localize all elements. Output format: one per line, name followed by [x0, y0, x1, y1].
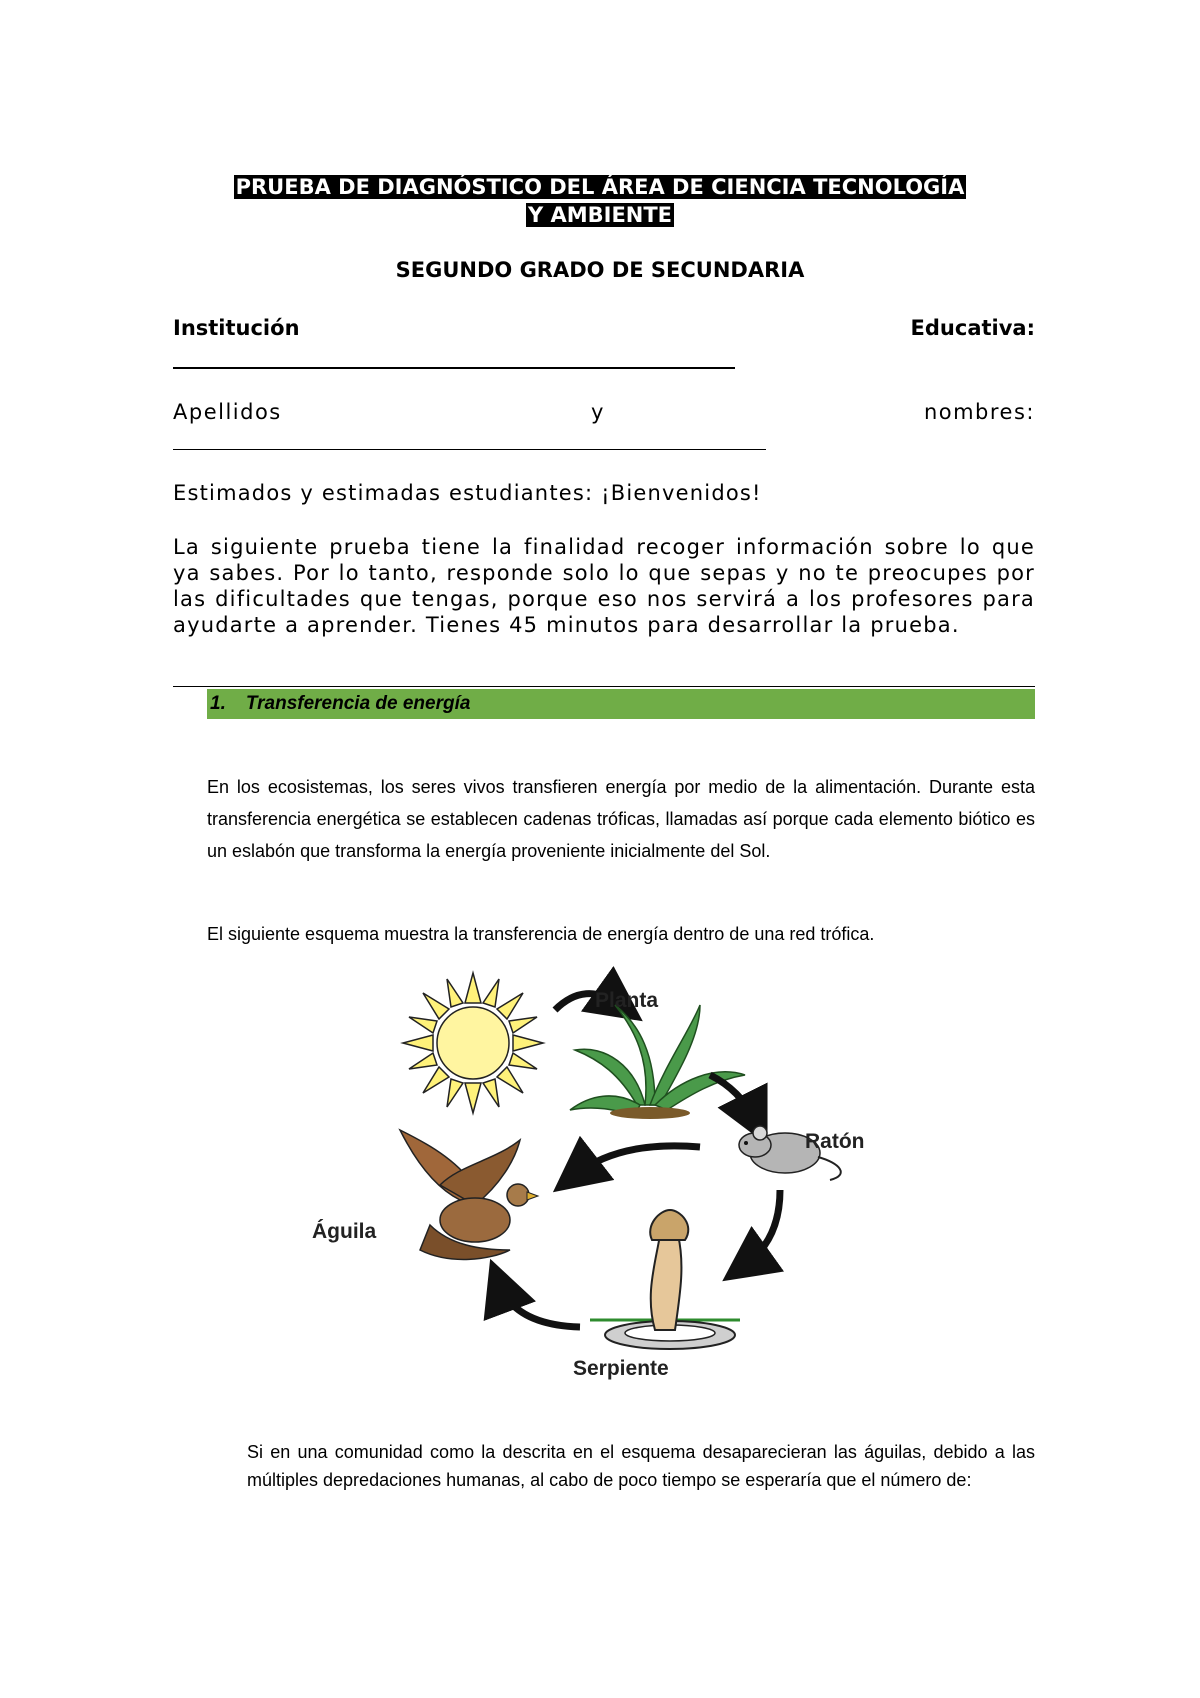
institucion-fill-line[interactable] — [173, 367, 735, 369]
institucion-label: Institución — [173, 316, 300, 340]
arrow-plant-mouse — [710, 1075, 755, 1120]
sun-icon — [403, 973, 543, 1113]
food-chain-diagram — [312, 965, 900, 1385]
title-text-2: Y AMBIENTE — [527, 203, 673, 227]
institucion-row — [173, 316, 1035, 344]
title-line-2 — [0, 202, 1200, 228]
y-label: y — [591, 400, 605, 424]
section-1-paragraph-1: En los ecosistemas, los seres vivos transfieren energía por medio de la alimentación. Durante esta transferencia energética se establecen cadenas tróficas, llamadas así porque cada elemento biótico es un eslabón que transforma la energía proveniente inicialmente del Sol. — [207, 777, 1035, 861]
educativa-label: Educativa: — [910, 316, 1035, 340]
planta-label: Planta — [595, 989, 659, 1012]
arrow-mouse-eagle — [575, 1146, 700, 1175]
section-1-title: Transferencia de energía — [245, 693, 471, 714]
section-divider — [173, 686, 1035, 687]
aguila-label: Águila — [312, 1220, 377, 1243]
arrow-mouse-snake — [745, 1190, 780, 1265]
question-1-stem: Si en una comunidad como la descrita en el esquema desaparecieran las águilas, debido a las múltiples depredaciones humanas, al cabo de poco tiempo se esperaría que el número de: — [247, 1442, 1035, 1490]
subtitle: SEGUNDO GRADO DE SECUNDARIA — [395, 258, 805, 282]
nombres-label: nombres: — [923, 400, 1035, 424]
plant-icon — [570, 1005, 745, 1119]
greeting: Estimados y estimadas estudiantes: ¡Bienvenidos! — [173, 481, 762, 505]
raton-label: Ratón — [805, 1130, 865, 1153]
intro-paragraph: La siguiente prueba tiene la finalidad recoger información sobre lo que ya sabes. Por lo tanto, responde solo lo que sepas y no te preocupes por las dificultades que tengas, porque eso nos servirá a los profesores para ayudarte a aprender. Tienes 45 minutos para desarrollar la prueba. — [173, 535, 1035, 637]
eagle-icon — [400, 1130, 538, 1259]
apellidos-fill-line[interactable] — [173, 449, 766, 450]
title-text-1: PRUEBA DE DIAGNÓSTICO DEL ÁREA DE CIENCIA TECNOLOGÍA — [235, 175, 965, 199]
apellidos-row — [173, 400, 1035, 428]
apellidos-label: Apellidos — [173, 400, 282, 424]
section-1-number: 1. — [210, 693, 226, 714]
serpiente-label: Serpiente — [573, 1357, 669, 1380]
title-line-1 — [0, 174, 1200, 200]
section-1-heading — [210, 693, 470, 715]
section-1-paragraph-2: El siguiente esquema muestra la transferencia de energía dentro de una red trófica. — [207, 924, 875, 944]
arrow-snake-eagle — [500, 1285, 580, 1327]
snake-icon — [590, 1210, 740, 1349]
